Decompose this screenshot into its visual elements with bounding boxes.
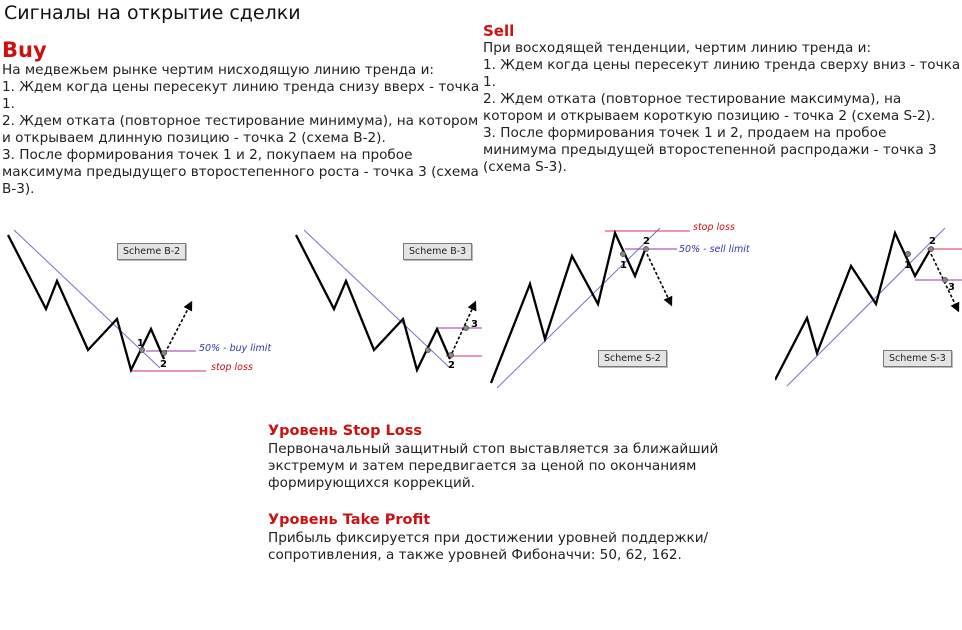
stop-loss-text: Первоначальный защитный стоп выставляется за ближайший экстремум и затем передвигается за ценой по окончаниям формирующихся коррекций. xyxy=(268,441,719,491)
scheme-b3-label: Scheme B-3 xyxy=(403,243,472,260)
sell-line-1: 1. Ждем когда цены пересекут линию тренда сверху вниз - точка 1. xyxy=(483,57,961,90)
b2-limit-label: 50% - buy limit xyxy=(199,343,272,354)
s2-point-1-label: 1 xyxy=(620,260,627,271)
scheme-b2-diagram xyxy=(0,225,290,390)
b2-stop-label: stop loss xyxy=(211,362,253,373)
s2-stop-label: stop loss xyxy=(693,222,735,233)
b2-point-2-marker xyxy=(161,350,166,355)
sell-line-0: При восходящей тенденции, чертим линию тренда и: xyxy=(483,40,872,56)
page-title: Сигналы на открытие сделки xyxy=(4,2,301,24)
buy-description xyxy=(2,62,482,198)
s3-point-3-label: 3 xyxy=(948,282,955,293)
s3-point-2-marker xyxy=(928,246,933,251)
b3-point-2-marker xyxy=(448,352,453,357)
b3-point-1-marker xyxy=(425,347,430,352)
s3-point-3-marker xyxy=(942,277,947,282)
scheme-s2-diagram xyxy=(485,218,775,390)
s3-point-1-label: 1 xyxy=(904,260,911,271)
scheme-b2-label: Scheme B-2 xyxy=(117,243,186,260)
buy-line-1: 1. Ждем когда цены пересекут линию тренда снизу вверх - точка 1. xyxy=(2,79,480,112)
s3-point-1-marker xyxy=(905,251,910,256)
take-profit-heading: Уровень Take Profit xyxy=(268,512,431,528)
b3-point-2-label: 2 xyxy=(448,360,455,371)
b2-projection-arrow xyxy=(165,305,190,353)
buy-line-3: 3. После формирования точек 1 и 2, покупаем на пробое максимума предыдущего второстепенного роста - точка 3 (схема B-3). xyxy=(2,147,479,197)
s3-point-2-label: 2 xyxy=(929,236,936,247)
b3-point-3-label: 3 xyxy=(471,319,478,330)
sell-description xyxy=(483,40,961,176)
b2-point-1-label: 1 xyxy=(137,338,144,349)
s2-limit-label: 50% - sell limit xyxy=(679,244,750,255)
s2-point-1-marker xyxy=(620,251,625,256)
s2-point-2-marker xyxy=(643,246,648,251)
b3-point-3-marker xyxy=(463,325,468,330)
sell-line-2: 2. Ждем отката (повторное тестирование максимума), на котором и открываем короткую позицию - точка 2 (схема S-2). xyxy=(483,91,936,124)
buy-line-2: 2. Ждем отката (повторное тестирование минимума), на котором и открываем длинную позицию - точка 2 (схема B-2). xyxy=(2,113,479,146)
sell-line-3: 3. После формирования точек 1 и 2, продаем на пробое минимума предыдущей второстепенной распродажи - точка 3 (схема S-3). xyxy=(483,125,937,175)
scheme-s2-label: Scheme S-2 xyxy=(598,350,667,367)
buy-heading: Buy xyxy=(2,38,47,62)
scheme-s3-label: Scheme S-3 xyxy=(883,350,952,367)
scheme-b3-diagram xyxy=(290,225,485,390)
b2-point-2-label: 2 xyxy=(160,359,167,370)
scheme-s3-diagram xyxy=(775,218,962,390)
s2-point-2-label: 2 xyxy=(643,236,650,247)
stop-loss-heading: Уровень Stop Loss xyxy=(268,423,422,439)
s2-projection-arrow xyxy=(647,254,670,302)
sell-heading: Sell xyxy=(483,22,515,40)
take-profit-text: Прибыль фиксируется при достижении уровней поддержки/сопротивления, а также уровней Фибоначчи: 50, 62, 162. xyxy=(268,530,709,563)
buy-line-0: На медвежьем рынке чертим нисходящую линию тренда и: xyxy=(2,62,434,78)
